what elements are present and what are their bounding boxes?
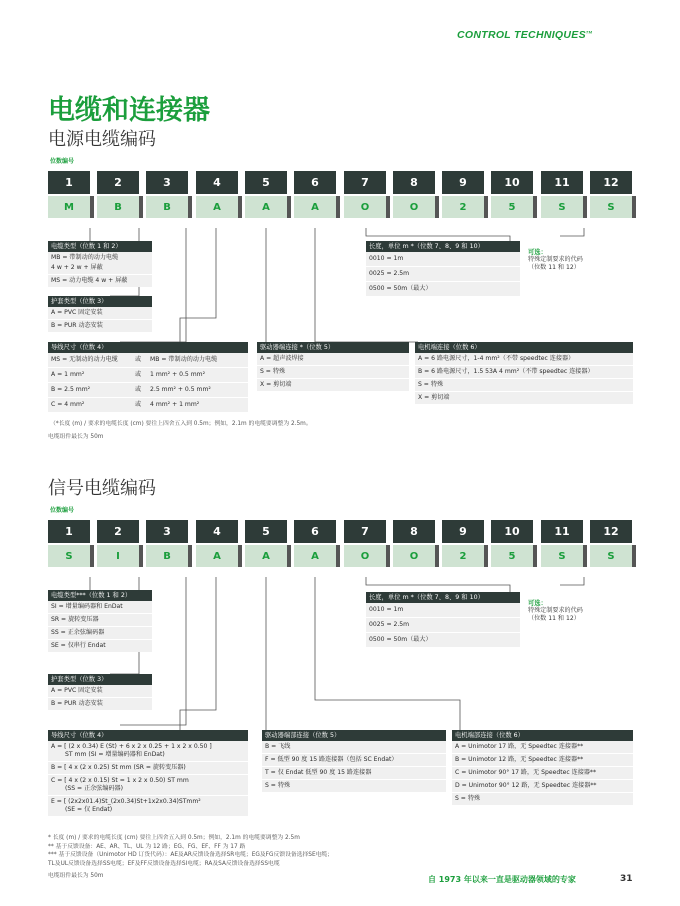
wire-or: 或 <box>135 371 142 378</box>
power-code-1: M <box>48 196 90 218</box>
power-cell-shadow <box>188 196 192 218</box>
signal-position-5: 5 <box>245 520 287 543</box>
wire-option-b: 4 mm² + 1 mm² <box>150 401 200 408</box>
signal-position-2: 2 <box>97 520 139 543</box>
power-note-2: 电缆组件最长为 50m <box>48 434 104 440</box>
signal-code-8: O <box>393 545 435 567</box>
power-wire-row <box>48 368 248 383</box>
brand-logo: CONTROL TECHNIQUES™ <box>457 29 593 41</box>
power-cable-type-box: 电缆类型（位数 1 和 2） MB = 带制动的动力电缆 4 w + 2 w + 屏蔽 MS = 动力电缆 4 w + 屏蔽 <box>48 241 152 287</box>
signal-cell-shadow <box>238 545 242 567</box>
signal-code-10: 5 <box>491 545 533 567</box>
wire-or: 或 <box>135 386 142 393</box>
power-position-10: 10 <box>491 171 533 194</box>
signal-wire-row <box>48 762 248 775</box>
signal-wire-line: ST mm (SI = 增量编码器和 EnDat) <box>65 751 165 758</box>
signal-position-1: 1 <box>48 520 90 543</box>
signal-cell-shadow <box>188 545 192 567</box>
power-code-10: 5 <box>491 196 533 218</box>
power-cell-shadow <box>533 196 537 218</box>
wire-or: 或 <box>135 356 142 363</box>
signal-cable-type-box: 电缆类型***（位数 1 和 2） SI = 增量编码器和 EnDat SR = 旋转变压器 SS = 正余弦编码器 SE = 仅串行 Endat <box>48 590 152 652</box>
signal-wire-line: A = [ (2 x 0.34) E (St) + 6 x 2 x 0.25 + 1 x 2 x 0.50 ] <box>51 743 212 750</box>
wire-option-a: C = 4 mm² <box>51 401 85 408</box>
power-position-7: 7 <box>344 171 386 194</box>
signal-cell-shadow <box>386 545 390 567</box>
power-motor-connection-box: 电机端连接（位数 6） A = 6 路电源尺寸，1-4 mm²（不带 speedtec 连接器） B = 6 路电源尺寸，1.5 53A 4 mm²（不带 speedtec 连接器） S = 特殊 X = 剪切端 <box>415 342 633 404</box>
signal-cell-shadow <box>484 545 488 567</box>
signal-code-7: O <box>344 545 386 567</box>
signal-position-6: 6 <box>294 520 336 543</box>
page-number: 31 <box>620 874 633 884</box>
power-position-5: 5 <box>245 171 287 194</box>
footer-tagline: 自 1973 年以来一直是驱动器领域的专家 <box>428 875 576 884</box>
power-drive-connection-box: 驱动器端连接 *（位数 5） A = 超声波焊接 S = 特殊 X = 剪切端 <box>257 342 409 391</box>
power-sheath-box: 护套类型（位数 3） A = PVC 固定安装 B = PUR 动态安装 <box>48 296 152 332</box>
power-position-2: 2 <box>97 171 139 194</box>
power-code-8: O <box>393 196 435 218</box>
page-title: 电缆和连接器 <box>48 95 210 126</box>
power-cell-shadow <box>583 196 587 218</box>
power-cell-shadow <box>90 196 94 218</box>
signal-code-4: A <box>196 545 238 567</box>
signal-position-4: 4 <box>196 520 238 543</box>
power-code-2: B <box>97 196 139 218</box>
power-position-3: 3 <box>146 171 188 194</box>
wire-option-b: 1 mm² + 0.5 mm² <box>150 371 206 378</box>
signal-cell-shadow <box>336 545 340 567</box>
power-code-3: B <box>146 196 188 218</box>
signal-wire-line: C = [ 4 x (2 x 0.15) St = 1 x 2 x 0.50) ST mm <box>51 777 189 784</box>
signal-wire-line: B = [ 4 x (2 x 0.25) St mm (SR = 旋转变压器) <box>51 764 186 771</box>
signal-sheath-box: 护套类型（位数 3） A = PVC 固定安装 B = PUR 动态安装 <box>48 674 152 710</box>
signal-wire-row <box>48 796 248 816</box>
power-code-5: A <box>245 196 287 218</box>
signal-position-7: 7 <box>344 520 386 543</box>
signal-code-9: 2 <box>442 545 484 567</box>
signal-position-10: 10 <box>491 520 533 543</box>
signal-position-9: 9 <box>442 520 484 543</box>
power-position-label: 位数编号 <box>50 158 75 165</box>
power-wire-row <box>48 383 248 398</box>
wire-or: 或 <box>135 401 142 408</box>
power-code-9: 2 <box>442 196 484 218</box>
power-wire-row <box>48 398 248 412</box>
power-wire-size-box: 导线尺寸（位数 4） MS = 无制动的动力电缆 或 MB = 带制动的动力电缆 A = 1 mm² 或 1 mm² + 0.5 mm² B = 2.5 mm² 或 2.5 mm² + 0.5 mm² C = 4 mm² 或 4 mm² + 1 mm² <box>48 342 248 412</box>
power-cell-shadow <box>386 196 390 218</box>
signal-cell-shadow <box>90 545 94 567</box>
power-code-7: O <box>344 196 386 218</box>
signal-wire-line: (SS = 正余弦编码器) <box>65 785 124 792</box>
signal-notes: * 长度 (m) / 要求的电缆长度 (cm) 要往上四舍五入到 0.5m；例如，2.1m 的电缆要调整为 2.5m ** 基于反馈设备：AE、AR、TL、UL 为 12 路；EG、FG、EF、FF 为 17 路 *** 基于反馈设备（Unimotor HD 订货代码）：AE及AR反馈设备选择SR电缆；EG及FG反馈设备选择SE电缆； TL及UL反馈设备选择SS电缆；EF及FF反馈设备选择SI电缆；RA及SA反馈设备选择SS电缆 电缆组件最长为 50m <box>48 835 334 879</box>
power-position-4: 4 <box>196 171 238 194</box>
signal-position-11: 11 <box>541 520 583 543</box>
signal-code-12: S <box>590 545 632 567</box>
power-wire-row <box>48 353 248 368</box>
signal-length-box: 长度，单位 m *（位数 7、8、9 和 10） 0010 = 1m 0025 = 2.5m 0500 = 50m（最大） <box>366 592 520 647</box>
power-code-12: S <box>590 196 632 218</box>
power-cell-shadow <box>336 196 340 218</box>
signal-wire-row <box>48 775 248 796</box>
signal-position-3: 3 <box>146 520 188 543</box>
signal-code-5: A <box>245 545 287 567</box>
power-cell-shadow <box>139 196 143 218</box>
power-cell-shadow <box>435 196 439 218</box>
signal-cell-shadow <box>632 545 636 567</box>
power-note-1: （*长度 (m) / 要求的电缆长度 (cm) 要往上四舍五入到 0.5m；例如，2.1m 的电缆要调整为 2.5m。 <box>50 421 312 427</box>
signal-motor-connection-box: 电机端部连接（位数 6） A = Unimotor 17 路，无 Speedtec 连接器** B = Unimotor 12 路，无 Speedtec 连接器** C = Unimotor 90° 17 路，无 Speedtec 连接器** D = Unimotor 90° 12 路，无 Speedtec 连接器** S = 特殊 <box>452 730 633 805</box>
signal-position-label: 位数编号 <box>50 507 75 514</box>
wire-option-b: MB = 带制动的动力电缆 <box>150 356 218 363</box>
power-position-12: 12 <box>590 171 632 194</box>
signal-wire-size-box: 导线尺寸（位数 4） A = [ (2 x 0.34) E (St) + 6 x 2 x 0.25 + 1 x 2 x 0.50 ] ST mm (SI = 增量编码器和 EnDat) B = [ 4 x (2 x 0.25) St mm (SR = 旋转变压器) C = [ 4 x (2 x 0.15) St = 1 x 2 x 0.50) ST mm (SS = 正余弦编码器) E = [ (2x2x01.4)St_(2x0.34)St+1x2x0.34)STmm² (SE = 仅 Endat) <box>48 730 248 816</box>
signal-drive-connection-box: 驱动器端部连接（位数 5） B = 飞线 F = 低型 90 度 15 路连接器（包括 SC Endat） T = 仅 Endat 低型 90 度 15 路连接器 S = 特殊 <box>262 730 446 792</box>
signal-cell-shadow <box>435 545 439 567</box>
signal-optional-box: 可选： 特殊定制要求的代码 （位数 11 和 12） <box>528 600 583 622</box>
signal-wire-line: E = [ (2x2x01.4)St_(2x0.34)St+1x2x0.34)STmm² <box>51 798 201 805</box>
signal-cell-shadow <box>533 545 537 567</box>
signal-wire-row <box>48 741 248 762</box>
signal-position-12: 12 <box>590 520 632 543</box>
signal-position-8: 8 <box>393 520 435 543</box>
power-position-11: 11 <box>541 171 583 194</box>
power-position-1: 1 <box>48 171 90 194</box>
power-length-box: 长度，单位 m *（位数 7、8、9 和 10） 0010 = 1m 0025 = 2.5m 0500 = 50m（最大） <box>366 241 520 296</box>
signal-cell-shadow <box>583 545 587 567</box>
signal-code-11: S <box>541 545 583 567</box>
power-code-4: A <box>196 196 238 218</box>
power-cell-shadow <box>632 196 636 218</box>
power-cell-shadow <box>287 196 291 218</box>
wire-option-b: 2.5 mm² + 0.5 mm² <box>150 386 211 393</box>
power-position-8: 8 <box>393 171 435 194</box>
signal-wire-line: (SE = 仅 Endat) <box>65 806 113 813</box>
power-optional-box: 可选： 特殊定制要求的代码 （位数 11 和 12） <box>528 249 583 271</box>
signal-code-2: I <box>97 545 139 567</box>
wire-option-a: A = 1 mm² <box>51 371 85 378</box>
wire-option-a: B = 2.5 mm² <box>51 386 91 393</box>
power-position-6: 6 <box>294 171 336 194</box>
signal-cell-shadow <box>139 545 143 567</box>
signal-code-3: B <box>146 545 188 567</box>
power-code-6: A <box>294 196 336 218</box>
signal-code-1: S <box>48 545 90 567</box>
power-section-title: 电源电缆编码 <box>48 129 156 150</box>
power-code-11: S <box>541 196 583 218</box>
power-cell-shadow <box>238 196 242 218</box>
wire-option-a: MS = 无制动的动力电缆 <box>51 356 118 363</box>
power-position-9: 9 <box>442 171 484 194</box>
signal-cell-shadow <box>287 545 291 567</box>
power-cell-shadow <box>484 196 488 218</box>
signal-code-6: A <box>294 545 336 567</box>
signal-section-title: 信号电缆编码 <box>48 478 156 499</box>
